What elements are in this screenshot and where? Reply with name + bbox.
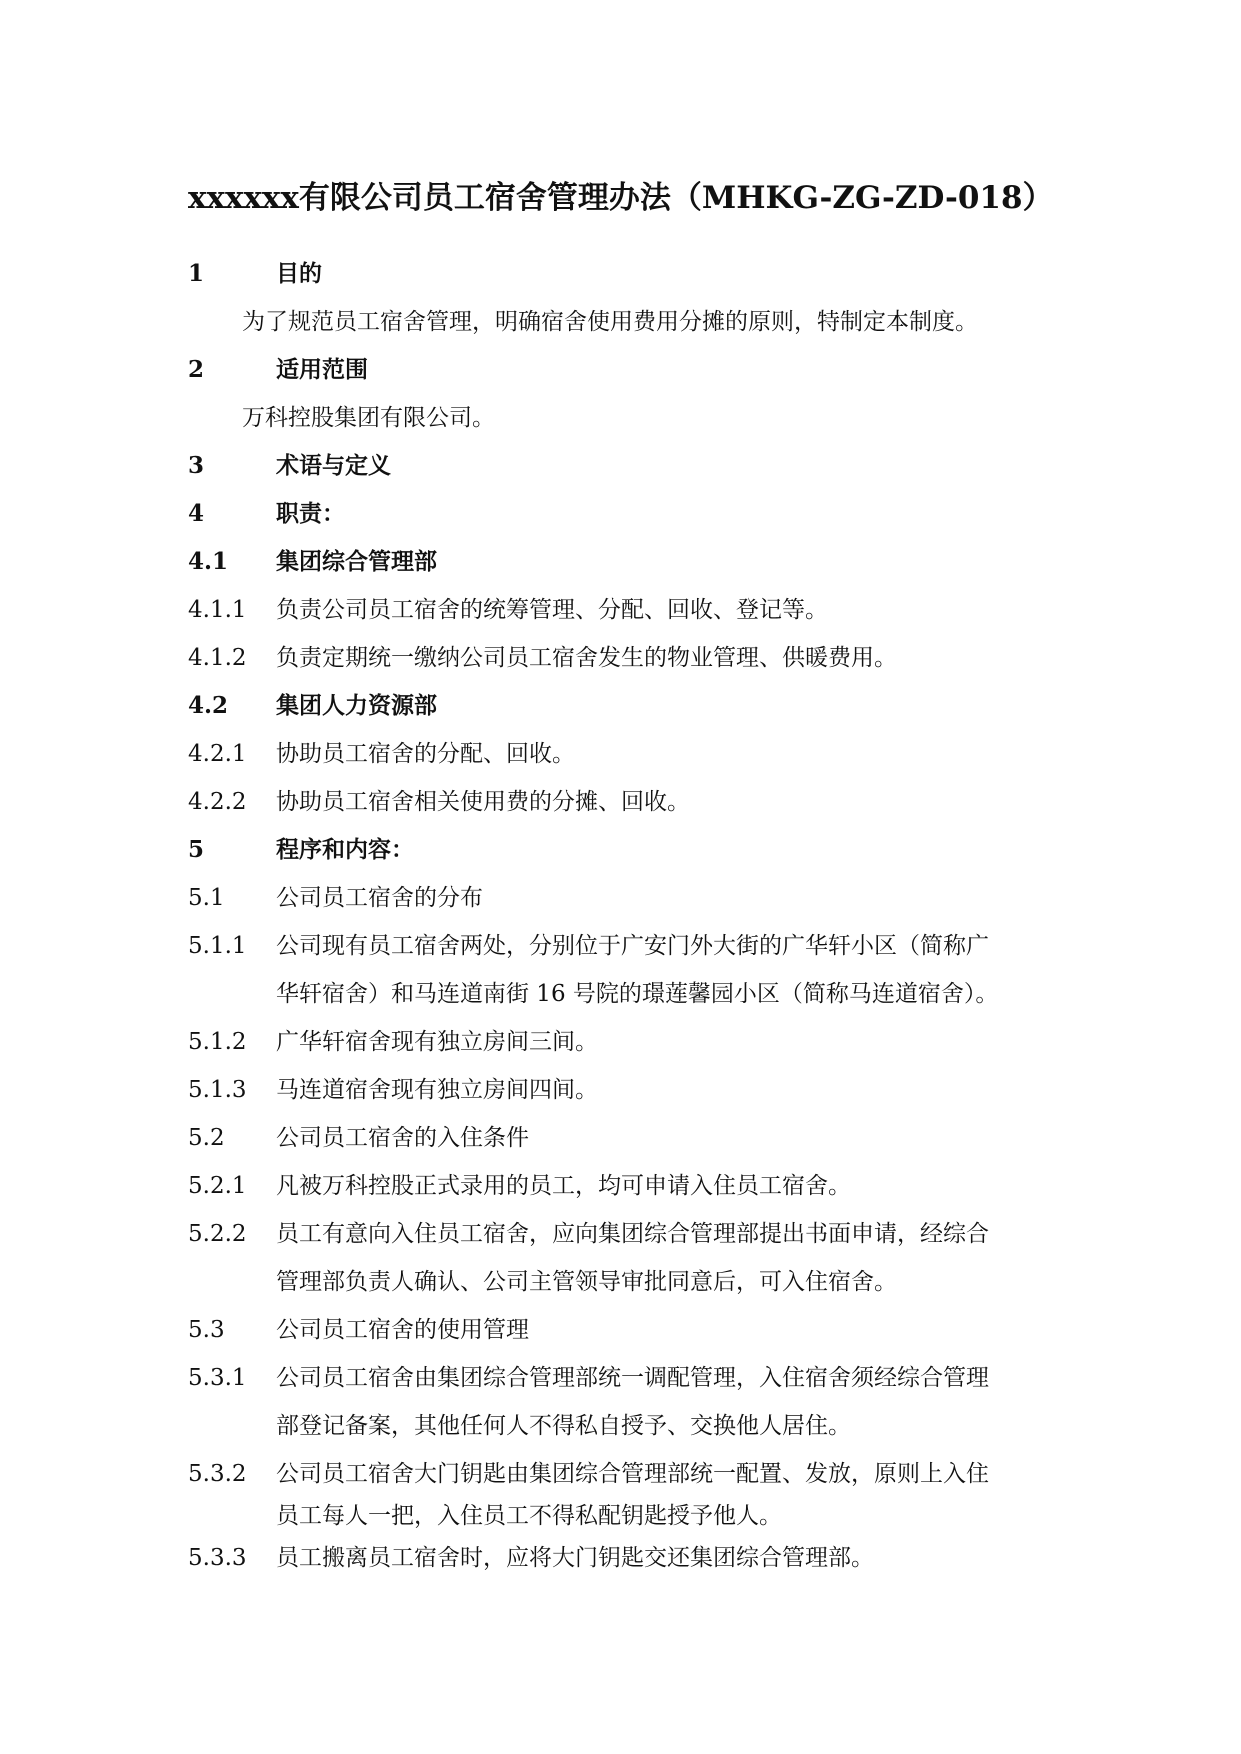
clause-text: 负责定期统一缴纳公司员工宿舍发生的物业管理、供暖费用。: [276, 645, 897, 671]
paragraph-text: 万科控股集团有限公司。: [242, 405, 495, 431]
section-heading: 适用范围: [276, 356, 368, 383]
section-number: 5.3.1: [188, 1365, 247, 1391]
clause-text-continued: 管理部负责人确认、公司主管领导审批同意后，可入住宿舍。: [276, 1269, 897, 1295]
section-number: 1: [188, 260, 205, 287]
section-heading: 目的: [276, 260, 322, 287]
clause-text-continued: 员工每人一把，入住员工不得私配钥匙授予他人。: [276, 1503, 782, 1529]
section-number: 5: [188, 836, 205, 863]
clause-text: 凡被万科控股正式录用的员工，均可申请入住员工宿舍。: [276, 1173, 851, 1199]
section-number: 5.1.1: [188, 933, 247, 959]
section-number: 4.2.1: [188, 741, 247, 767]
section-number: 3: [188, 452, 205, 479]
section-number: 4: [188, 500, 205, 527]
clause-text: 公司员工宿舍的使用管理: [276, 1317, 529, 1343]
section-number: 5.1.3: [188, 1077, 247, 1103]
clause-text: 公司员工宿舍大门钥匙由集团综合管理部统一配置、发放，原则上入住: [276, 1461, 989, 1487]
clause-text: 公司员工宿舍由集团综合管理部统一调配管理，入住宿舍须经综合管理: [276, 1365, 989, 1391]
section-heading: 集团人力资源部: [276, 692, 437, 719]
section-heading: 术语与定义: [276, 452, 391, 479]
section-number: 4.1.2: [188, 645, 247, 671]
section-heading: 程序和内容：: [276, 836, 414, 863]
paragraph-text: 为了规范员工宿舍管理，明确宿舍使用费用分摊的原则，特制定本制度。: [242, 309, 978, 335]
clause-text: 公司现有员工宿舍两处，分别位于广安门外大街的广华轩小区（简称广: [276, 933, 989, 959]
section-number: 5.3.2: [188, 1461, 247, 1487]
section-number: 5.3: [188, 1317, 225, 1343]
section-heading: 职责：: [276, 500, 345, 527]
section-number: 5.3.3: [188, 1545, 247, 1571]
section-number: 4.2: [188, 692, 229, 719]
clause-text: 广华轩宿舍现有独立房间三间。: [276, 1029, 598, 1055]
document-title: xxxxxx有限公司员工宿舍管理办法（MHKG-ZG-ZD-018）: [188, 180, 1054, 216]
clause-text: 员工有意向入住员工宿舍，应向集团综合管理部提出书面申请，经综合: [276, 1221, 989, 1247]
clause-text-continued: 部登记备案，其他任何人不得私自授予、交换他人居住。: [276, 1413, 851, 1439]
section-number: 5.2.1: [188, 1173, 247, 1199]
section-number: 5.2: [188, 1125, 225, 1151]
section-number: 4.2.2: [188, 789, 247, 815]
section-number: 5.1.2: [188, 1029, 247, 1055]
clause-text: 协助员工宿舍相关使用费的分摊、回收。: [276, 789, 690, 815]
clause-text: 马连道宿舍现有独立房间四间。: [276, 1077, 598, 1103]
clause-text-continued: 华轩宿舍）和马连道南街 16 号院的璟莲馨园小区（简称马连道宿舍）。: [276, 981, 999, 1007]
clause-text: 员工搬离员工宿舍时，应将大门钥匙交还集团综合管理部。: [276, 1545, 874, 1571]
section-number: 5.1: [188, 885, 225, 911]
clause-text: 协助员工宿舍的分配、回收。: [276, 741, 575, 767]
clause-text: 公司员工宿舍的分布: [276, 885, 483, 911]
section-number: 4.1: [188, 548, 229, 575]
section-heading: 集团综合管理部: [276, 548, 437, 575]
section-number: 2: [188, 356, 205, 383]
section-number: 5.2.2: [188, 1221, 247, 1247]
clause-text: 公司员工宿舍的入住条件: [276, 1125, 529, 1151]
section-number: 4.1.1: [188, 597, 247, 623]
clause-text: 负责公司员工宿舍的统筹管理、分配、回收、登记等。: [276, 597, 828, 623]
